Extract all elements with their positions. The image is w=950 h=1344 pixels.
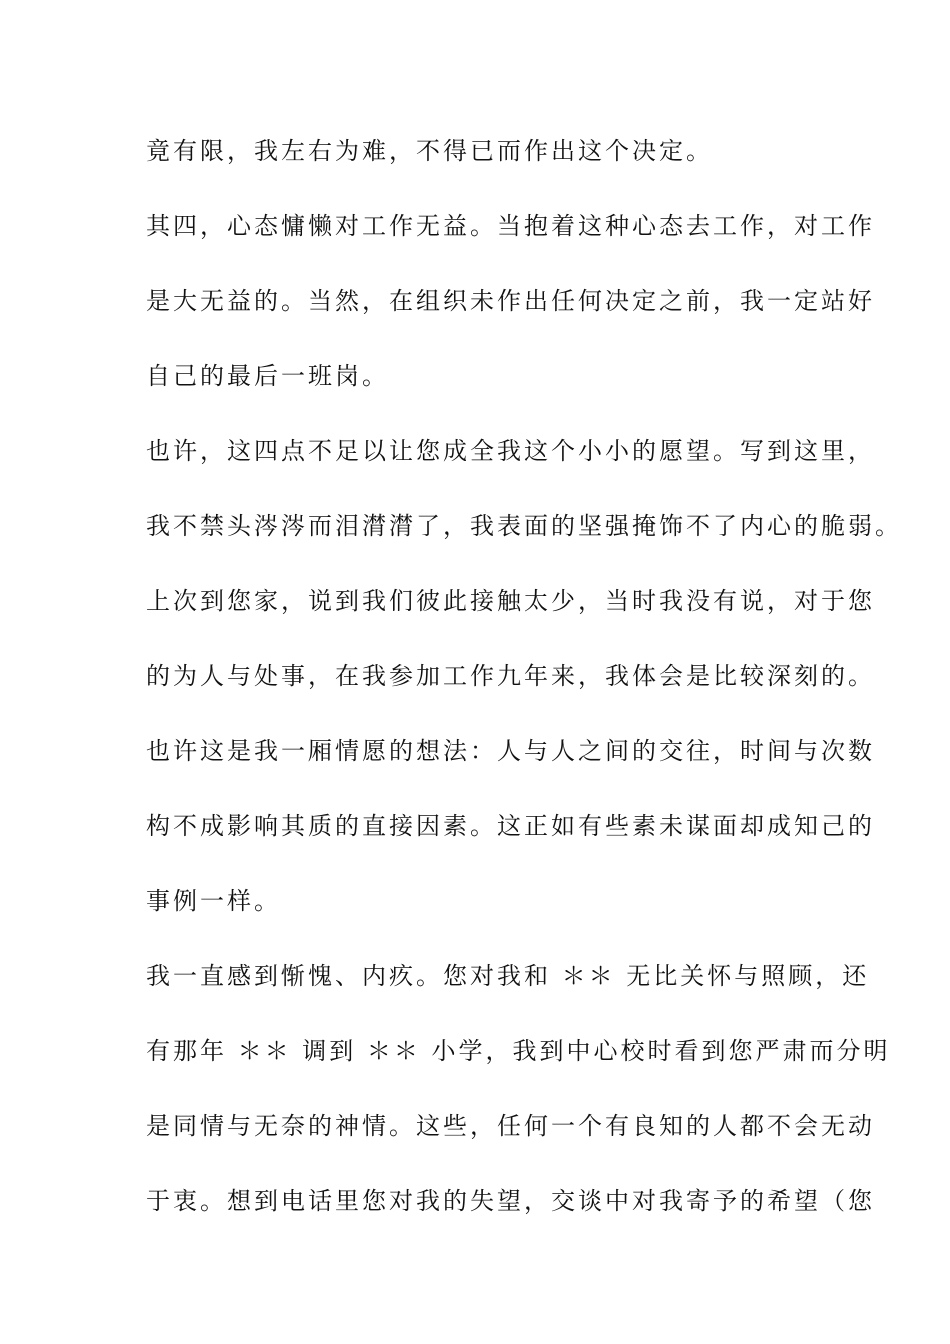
- text-line-1: 竟有限，我左右为难，不得已而作出这个决定。: [146, 137, 713, 165]
- text-line-3: 是大无益的。当然，在组织未作出任何决定之前，我一定站好: [146, 287, 875, 315]
- text-line-10: 构不成影响其质的直接因素。这正如有些素未谋面却成知己的: [146, 812, 875, 840]
- text-line-7: 上次到您家，说到我们彼此接触太少，当时我没有说，对于您: [146, 587, 875, 615]
- text-line-5: 也许，这四点不足以让您成全我这个小小的愿望。写到这里，: [146, 437, 875, 465]
- text-line-11: 事例一样。: [146, 887, 281, 915]
- text-line-8: 的为人与处事，在我参加工作九年来，我体会是比较深刻的。: [146, 662, 875, 690]
- text-line-2: 其四，心态慵懒对工作无益。当抱着这种心态去工作，对工作: [146, 212, 875, 240]
- text-line-12: 我一直感到惭愧、内疚。您对我和 ＊＊ 无比关怀与照顾，还: [146, 962, 870, 990]
- text-line-6: 我不禁头涔涔而泪潸潸了，我表面的坚强掩饰不了内心的脆弱。: [146, 512, 902, 540]
- text-line-15: 于衷。想到电话里您对我的失望，交谈中对我寄予的希望（您: [146, 1187, 875, 1215]
- text-line-4: 自己的最后一班岗。: [146, 362, 389, 390]
- text-line-9: 也许这是我一厢情愿的想法：人与人之间的交往，时间与次数: [146, 737, 875, 765]
- text-line-13: 有那年 ＊＊ 调到 ＊＊ 小学，我到中心校时看到您严肃而分明: [146, 1037, 891, 1065]
- text-line-14: 是同情与无奈的神情。这些，任何一个有良知的人都不会无动: [146, 1112, 875, 1140]
